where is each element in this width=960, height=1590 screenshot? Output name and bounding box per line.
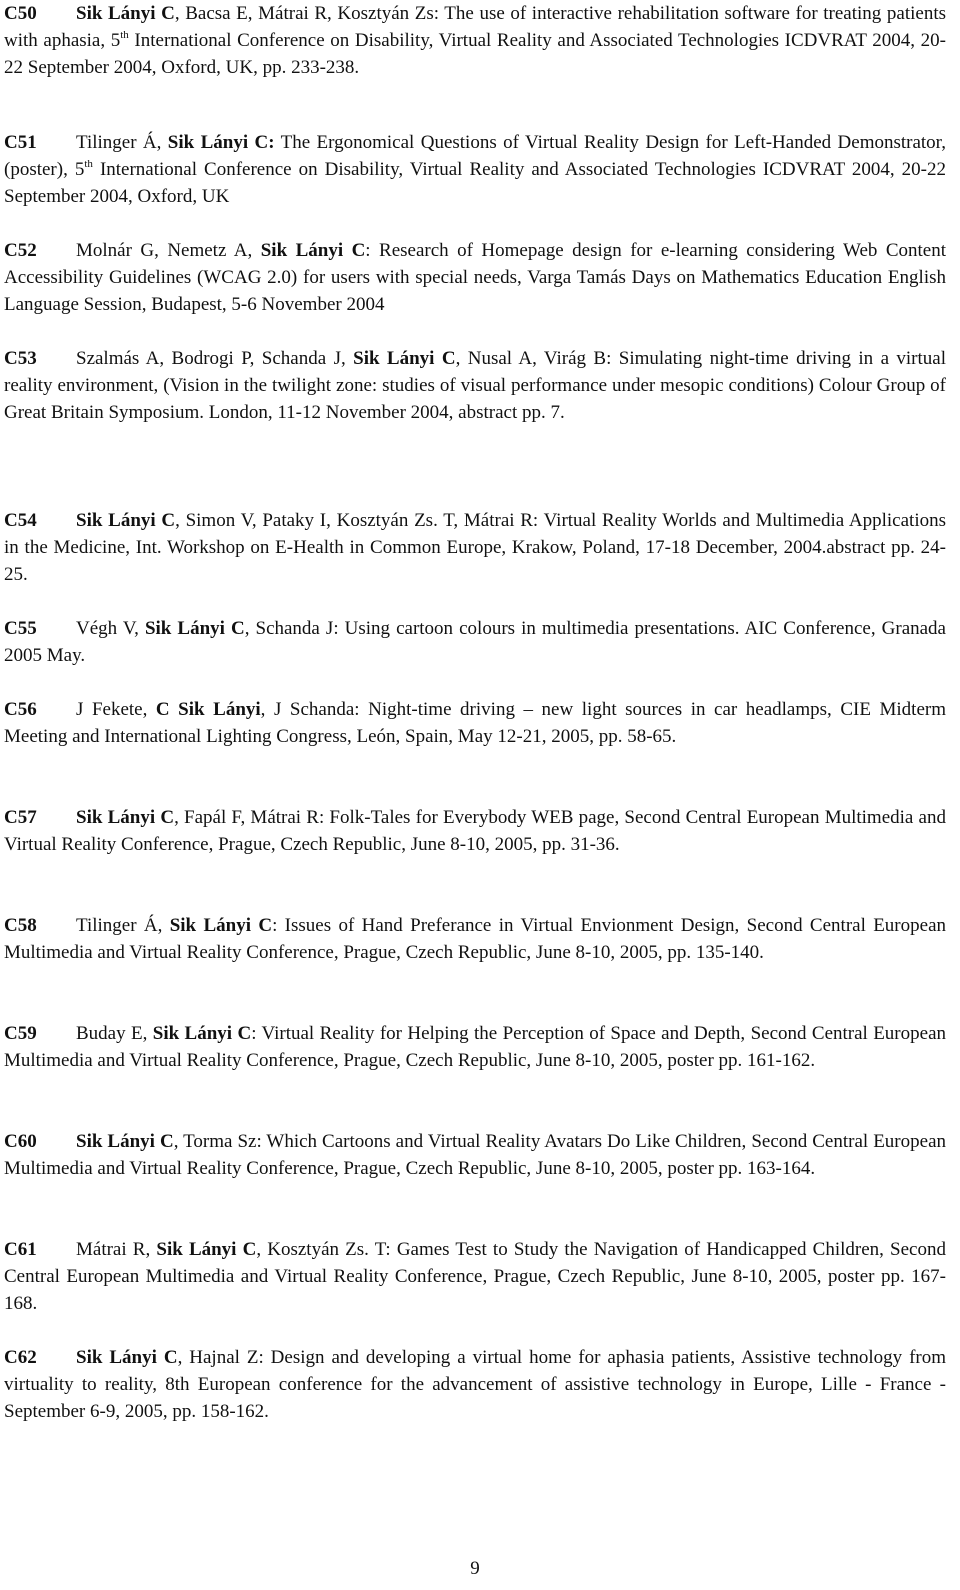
page-number: 9 (470, 1558, 480, 1579)
reference-text: Tilinger Á, (76, 132, 168, 153)
reference-code: C55 (4, 618, 37, 639)
reference-text: : Research of Homepage design for e-learning considering Web Content Accessibility Guidelines (WCAG 2.0) for users with special needs, Varga Tamás Days on Mathematics Education English Language Session, Budapest, 5-6 November 2004 (4, 240, 946, 315)
reference-code: C61 (4, 1239, 37, 1260)
author-highlight: Sik Lányi C (76, 3, 175, 24)
reference-entry (4, 1020, 946, 1074)
reference-code: C58 (4, 915, 37, 936)
reference-entry (4, 1128, 946, 1182)
reference-text: , J Schanda: Night-time driving – new light sources in car headlamps, CIE Midterm Meeting and International Lighting Congress, León, Spain, May 12-21, 2005, pp. 58-65. (4, 699, 946, 747)
author-highlight: Sik Lányi C (156, 1239, 257, 1260)
reference-text: : Issues of Hand Preferance in Virtual Envionment Design, Second Central European Multimedia and Virtual Reality Conference, Prague, Czech Republic, June 8-10, 2005, pp. 135-140. (4, 915, 947, 963)
reference-text: , Schanda J: Using cartoon colours in multimedia presentations. AIC Conference, Granada 2005 May. (4, 618, 946, 666)
reference-code: C59 (4, 1023, 37, 1044)
reference-text: Buday E, (76, 1023, 153, 1044)
author-highlight: Sik Lányi C (76, 807, 175, 828)
reference-code: C57 (4, 807, 37, 828)
superscript-text: th (120, 29, 129, 41)
reference-text: International Conference on Disability, Virtual Reality and Associated Technologies ICDVRAT 2004, 20-22 September 2004, Oxford, UK, pp. 233-238. (4, 30, 946, 78)
author-highlight: Sik Lányi C (76, 1131, 174, 1152)
reference-code: C60 (4, 1131, 37, 1152)
author-highlight: Sik Lányi C (76, 510, 176, 531)
author-highlight: Sik Lányi C (76, 1347, 178, 1368)
reference-text: , Fapál F, Mátrai R: Folk-Tales for Everybody WEB page, Second Central European Multimedia and Virtual Reality Conference, Prague, Czech Republic, June 8-10, 2005, pp. 31-36. (4, 807, 946, 855)
author-highlight: Sik Lányi C (144, 618, 245, 639)
reference-text: Szalmás A, Bodrogi P, Schanda J, (76, 348, 354, 369)
reference-entry (4, 615, 946, 669)
reference-code: C54 (4, 510, 37, 531)
reference-entry (4, 507, 946, 588)
reference-entry (4, 0, 946, 81)
reference-entry (4, 912, 946, 966)
reference-text: , Torma Sz: Which Cartoons and Virtual Reality Avatars Do Like Children, Second Central European Multimedia and Virtual Reality Conference, Prague, Czech Republic, June 8-10, 2005, poster pp. 163-164. (4, 1131, 946, 1179)
reference-code: C51 (4, 132, 37, 153)
reference-text: , Hajnal Z: Design and developing a virtual home for aphasia patients, Assistive technology from virtuality to reality, 8th European conference for the advancement of assistive technology in Europe, Lille - France - September 6-9, 2005, pp. 158-162. (4, 1347, 946, 1422)
reference-entry (4, 1344, 946, 1425)
reference-entry (4, 804, 946, 858)
reference-text: , Bacsa E, Mátrai R, Kosztyán Zs: The use of interactive rehabilitation software for treating patients with aphasia, 5 (4, 3, 946, 51)
reference-text: The Ergonomical Questions of Virtual Reality Design for Left-Handed Demonstrator, (poster), 5 (4, 132, 946, 180)
reference-entry (4, 237, 946, 318)
superscript-text: th (84, 158, 93, 170)
reference-entry (4, 696, 946, 750)
author-highlight: Sik Lányi C (169, 915, 273, 936)
reference-text: J Fekete, (76, 699, 156, 720)
reference-entry (4, 345, 946, 426)
author-highlight: Sik Lányi C (353, 348, 456, 369)
reference-code: C50 (4, 3, 37, 24)
reference-text: , Kosztyán Zs. T: Games Test to Study the Navigation of Handicapped Children, Second Central European Multimedia and Virtual Reality Conference, Prague, Czech Republic, June 8-10, 2005, poster pp. 167-168. (4, 1239, 946, 1314)
reference-code: C52 (4, 240, 37, 261)
reference-text: Mátrai R, (76, 1239, 157, 1260)
reference-text: Molnár G, Nemetz A, (76, 240, 261, 261)
reference-text: Végh V, (76, 618, 145, 639)
reference-code: C62 (4, 1347, 37, 1368)
author-highlight: Sik Lányi C (152, 1023, 252, 1044)
reference-code: C53 (4, 348, 37, 369)
reference-text: International Conference on Disability, Virtual Reality and Associated Technologies ICDVRAT 2004, 20-22 September 2004, Oxford, UK (4, 159, 946, 207)
author-highlight: Sik Lányi C (260, 240, 366, 261)
author-highlight: C Sik Lányi (155, 699, 261, 720)
reference-text: : Virtual Reality for Helping the Perception of Space and Depth, Second Central European Multimedia and Virtual Reality Conference, Prague, Czech Republic, June 8-10, 2005, poster pp. 161-162. (4, 1023, 947, 1071)
reference-entry (4, 1236, 946, 1317)
author-highlight: Sik Lányi C: (167, 132, 275, 153)
reference-code: C56 (4, 699, 37, 720)
reference-text: , Nusal A, Virág B: Simulating night-time driving in a virtual reality environment, (Vision in the twilight zone: studies of visual performance under mesopic conditions) Colour Group of Great Britain Symposium. London, 11-12 November 2004, abstract pp. 7. (4, 348, 946, 423)
reference-text: , Simon V, Pataky I, Kosztyán Zs. T, Mátrai R: Virtual Reality Worlds and Multimedia Applications in the Medicine, Int. Workshop on E-Health in Common Europe, Krakow, Poland, 17-18 December, 2004.abstract pp. 24-25. (4, 510, 946, 585)
reference-entry (4, 129, 946, 210)
reference-text: Tilinger Á, (76, 915, 170, 936)
